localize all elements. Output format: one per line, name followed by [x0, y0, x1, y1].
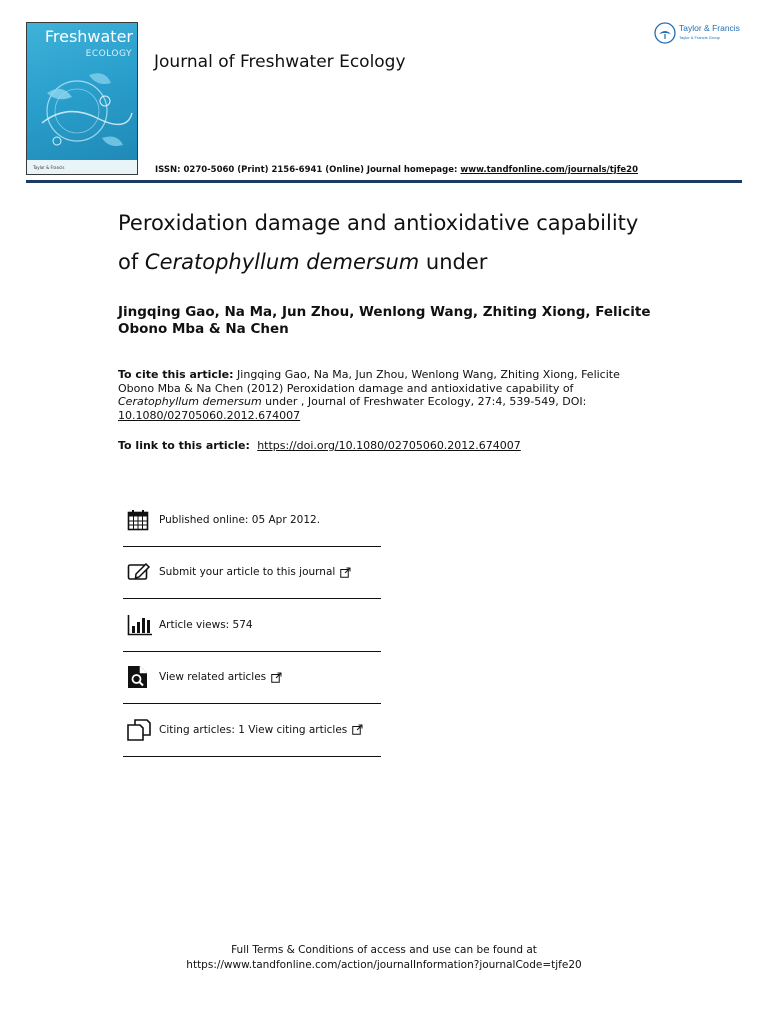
journal-homepage-link[interactable]: www.tandfonline.com/journals/tjfe20 [460, 165, 638, 175]
title-suffix: under [419, 250, 488, 274]
cover-subtitle: ECOLOGY [85, 49, 132, 59]
submit-article-item[interactable] [123, 547, 381, 600]
journal-title: Journal of Freshwater Ecology [154, 52, 406, 72]
citation-block [118, 368, 638, 422]
related-articles-text: View related articles [159, 671, 267, 684]
external-link-icon [352, 724, 363, 735]
submit-article-text: Submit your article to this journal [159, 566, 336, 579]
title-prefix: of [118, 250, 145, 274]
search-document-icon [127, 664, 153, 690]
cover-publisher-strip [27, 160, 137, 174]
publisher-logo[interactable] [654, 22, 740, 44]
issn-line [155, 165, 638, 175]
cover-artwork [27, 63, 138, 163]
edit-icon [127, 559, 153, 585]
article-authors: Jingqing Gao, Na Ma, Jun Zhou, Wenlong Wang, Zhiting Xiong, Felicite Obono Mba & Na Chen [118, 304, 651, 337]
taylor-francis-logo-icon [654, 22, 676, 44]
citing-articles-item[interactable] [123, 704, 381, 757]
article-title [118, 204, 718, 282]
citing-articles-text: Citing articles: 1 View citing articles [159, 723, 348, 736]
article-views-item [123, 599, 381, 652]
citing-documents-icon [127, 717, 153, 743]
article-info-list [123, 494, 381, 757]
publisher-name: Taylor & Francis [679, 23, 740, 33]
cover-publisher-mark: Taylor & Francis [33, 164, 65, 170]
article-doi-link[interactable]: https://doi.org/10.1080/02705060.2012.674007 [257, 439, 521, 452]
cite-text-2: under , Journal of Freshwater Ecology, 27:4, 539-549, DOI: [261, 395, 587, 408]
terms-footer [0, 943, 768, 973]
header-divider [26, 180, 742, 183]
footer-line1: Full Terms & Conditions of access and use can be found at [231, 944, 537, 956]
issn-text: ISSN: 0270-5060 (Print) 2156-6941 (Online) Journal homepage: [155, 165, 461, 175]
article-title-line1: Peroxidation damage and antioxidative capability [118, 211, 639, 235]
bar-chart-icon [127, 612, 153, 638]
article-views-text: Article views: 574 [159, 618, 253, 631]
external-link-icon [340, 567, 351, 578]
cite-text: Jingqing Gao, Na Ma, Jun Zhou, Wenlong Wang, Zhiting Xiong, Felicite Obono Mba & Na Chen (2012) Peroxidation damage and antioxidative capability of [118, 368, 620, 395]
cover-title: Freshwater [44, 27, 133, 46]
external-link-icon [271, 672, 282, 683]
published-online-text: Published online: 05 Apr 2012. [159, 513, 321, 526]
article-link-line [118, 439, 521, 452]
journal-cover-image [26, 22, 138, 175]
calendar-icon [127, 507, 153, 533]
cite-species: Ceratophyllum demersum [118, 395, 262, 408]
title-species: Ceratophyllum demersum [144, 250, 420, 274]
cite-doi-link[interactable]: 10.1080/02705060.2012.674007 [118, 408, 301, 422]
publisher-group: Taylor & Francis Group [679, 35, 720, 40]
cite-label: To cite this article: [118, 368, 234, 381]
footer-terms-link[interactable]: https://www.tandfonline.com/action/journalInformation?journalCode=tjfe20 [186, 959, 582, 971]
published-online-item [123, 494, 381, 547]
link-label: To link to this article: [118, 439, 254, 452]
article-title-line2 [118, 243, 718, 282]
related-articles-item[interactable] [123, 652, 381, 705]
